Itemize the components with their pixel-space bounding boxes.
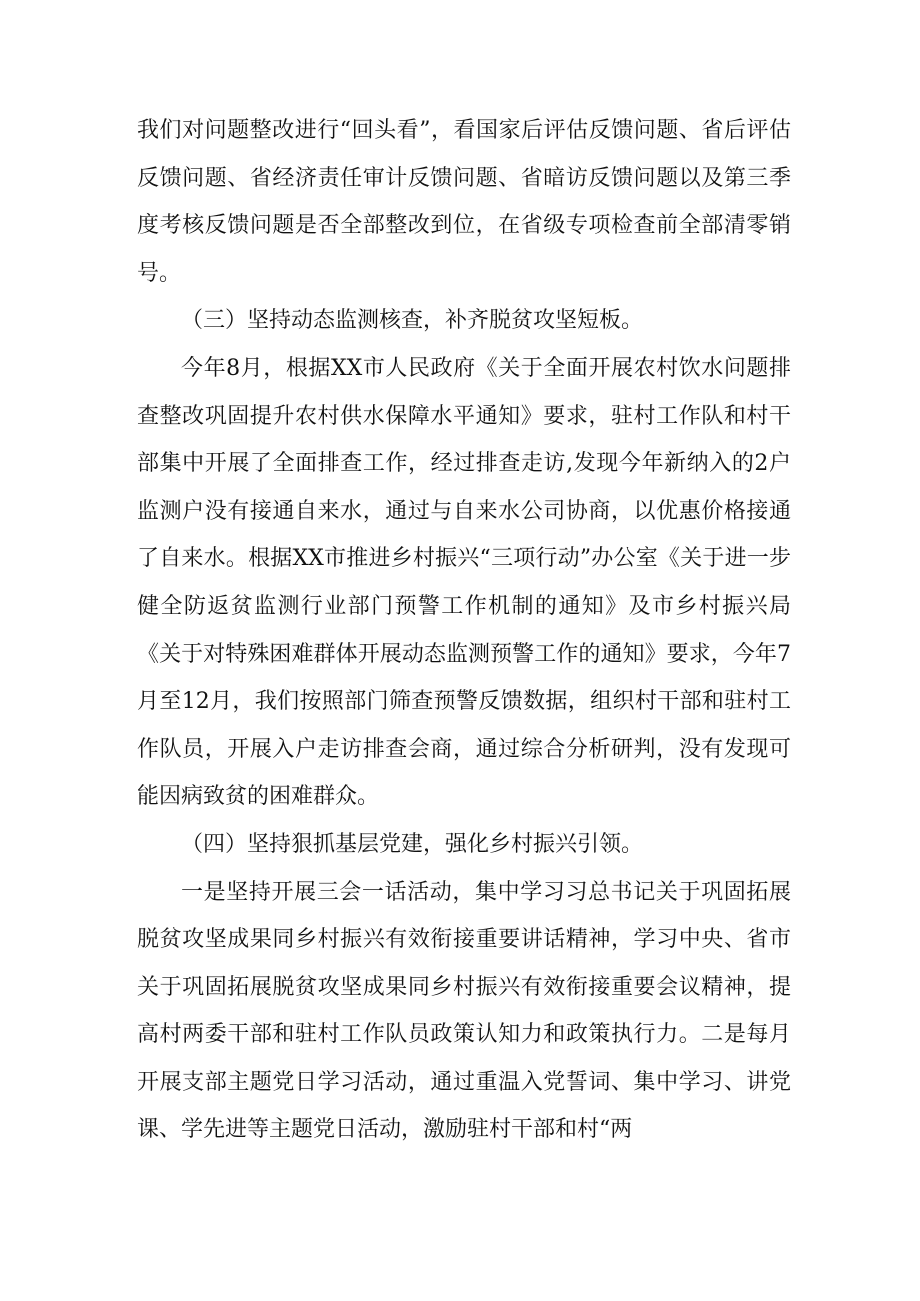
paragraph-party-building: 一是坚持开展三会一话活动，集中学习习总书记关于巩固拓展脱贫攻坚成果同乡村振兴有效衔接重要讲话精神，学习中央、省市关于巩固拓展脱贫攻坚成果同乡村振兴有效衔接重要会议精神，提高村两委干部和驻村工作队员政策认知力和政策执行力。二是每月开展支部主题党日学习活动，通过重温入党誓词、集中学习、讲党课、学先进等主题党日活动，激励驻村干部和村“两 — [137, 879, 791, 1143]
paragraph-monitoring: 今年8月，根据XX市人民政府《关于全面开展农村饮水问题排查整改巩固提升农村供水保障水平通知》要求，驻村工作队和村干部集中开展了全面排查工作，经过排查走访,发现今年新纳入的2户监测户没有接通自来水，通过与自来水公司协商，以优惠价格接通了自来水。根据XX市推进乡村振兴“三项行动”办公室《关于进一步健全防返贫监测行业部门预警工作机制的通知》及市乡村振兴局《关于对特殊困难群体开展动态监测预警工作的通知》要求，今年7月至12月，我们按照部门筛查预警反馈数据，组织村干部和驻村工作队员，开展入户走访排查会商，通过综合分析研判，没有发现可能因病致贫的困难群众。 — [137, 355, 791, 810]
paragraph-continuation: 我们对问题整改进行“回头看”，看国家后评估反馈问题、省后评估反馈问题、省经济责任审计反馈问题、省暗访反馈问题以及第三季度考核反馈问题是否全部整改到位，在省级专项检查前全部清零销号。 — [137, 118, 791, 286]
document-body — [137, 107, 791, 1154]
section-heading-4: （四）坚持狠抓基层党建，强化乡村振兴引领。 — [181, 831, 644, 857]
section-heading-3: （三）坚持动态监测核查，补齐脱贫攻坚短板。 — [181, 308, 644, 334]
